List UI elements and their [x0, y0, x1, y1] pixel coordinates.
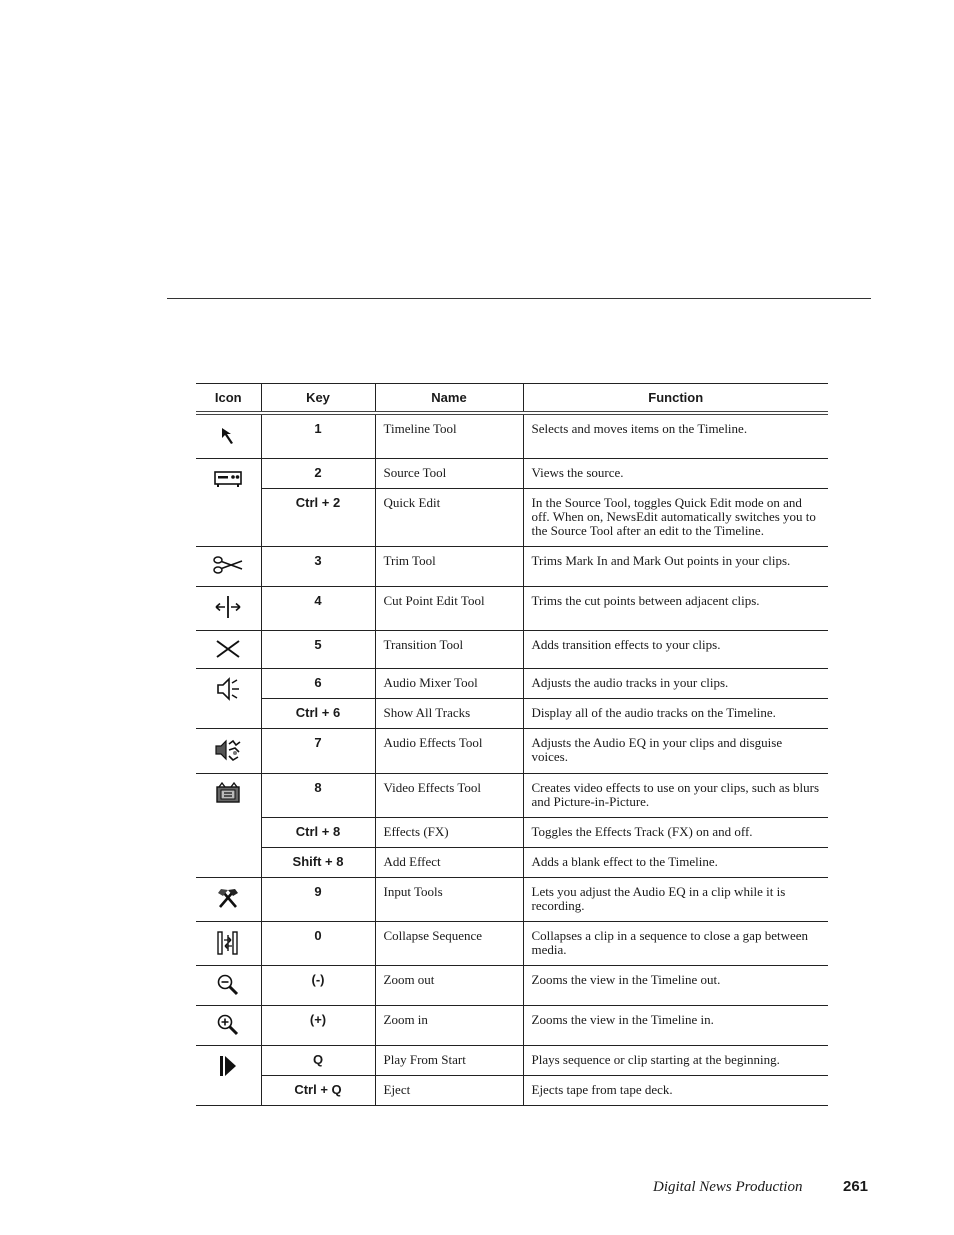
- name-cell: Cut Point Edit Tool: [375, 587, 523, 631]
- icon-cell: [196, 459, 261, 547]
- function-cell: Ejects tape from tape deck.: [523, 1076, 828, 1106]
- zoom-in-icon: [216, 1013, 240, 1037]
- icon-cell: [196, 547, 261, 587]
- icon-cell: [196, 587, 261, 631]
- audio-effects-icon: [214, 736, 242, 764]
- function-cell: Display all of the audio tracks on the Timeline.: [523, 699, 828, 729]
- key-cell: 6: [261, 669, 375, 699]
- table-row: [196, 587, 828, 631]
- function-cell: Lets you adjust the Audio EQ in a clip while it is recording.: [523, 878, 828, 922]
- icon-cell: [196, 922, 261, 966]
- table-row: [196, 547, 828, 587]
- icon-cell: [196, 774, 261, 878]
- key-cell: 9: [261, 878, 375, 922]
- key-cell: Ctrl + 6: [261, 699, 375, 729]
- footer-book-title: Digital News Production: [653, 1179, 803, 1195]
- function-cell: Zooms the view in the Timeline in.: [523, 1006, 828, 1046]
- function-cell: Adjusts the Audio EQ in your clips and disguise voices.: [523, 729, 828, 774]
- function-cell: Adjusts the audio tracks in your clips.: [523, 669, 828, 699]
- key-cell: Ctrl + Q: [261, 1076, 375, 1106]
- name-cell: Collapse Sequence: [375, 922, 523, 966]
- name-cell: Eject: [375, 1076, 523, 1106]
- speaker-icon: [215, 676, 241, 702]
- table-row: [196, 878, 828, 922]
- icon-cell: [196, 631, 261, 669]
- name-cell: Add Effect: [375, 848, 523, 878]
- table-row: [196, 631, 828, 669]
- name-cell: Timeline Tool: [375, 413, 523, 459]
- icon-cell: [196, 669, 261, 729]
- function-cell: Plays sequence or clip starting at the beginning.: [523, 1046, 828, 1076]
- key-cell: 3: [261, 547, 375, 587]
- key-cell: 0: [261, 922, 375, 966]
- column-header-key: Key: [261, 384, 375, 414]
- name-cell: Transition Tool: [375, 631, 523, 669]
- column-header-icon: Icon: [196, 384, 261, 414]
- key-cell: (+): [261, 1006, 375, 1046]
- icon-cell: [196, 878, 261, 922]
- table-row: [196, 729, 828, 774]
- header-rule: [167, 298, 871, 299]
- play-from-start-icon: [217, 1053, 239, 1079]
- key-cell: 7: [261, 729, 375, 774]
- name-cell: Audio Effects Tool: [375, 729, 523, 774]
- function-cell: Collapses a clip in a sequence to close a gap between media.: [523, 922, 828, 966]
- function-cell: Adds a blank effect to the Timeline.: [523, 848, 828, 878]
- keyboard-shortcuts-table: [196, 383, 828, 1106]
- table-row: [196, 459, 828, 489]
- table-row: [196, 966, 828, 1006]
- key-cell: Q: [261, 1046, 375, 1076]
- key-cell: Shift + 8: [261, 848, 375, 878]
- icon-cell: [196, 413, 261, 459]
- icon-cell: [196, 729, 261, 774]
- key-cell: 1: [261, 413, 375, 459]
- deck-icon: [213, 466, 243, 488]
- key-cell: 4: [261, 587, 375, 631]
- function-cell: Creates video effects to use on your clips, such as blurs and Picture-in-Picture.: [523, 774, 828, 818]
- name-cell: Input Tools: [375, 878, 523, 922]
- name-cell: Play From Start: [375, 1046, 523, 1076]
- table-row: [196, 699, 828, 729]
- name-cell: Zoom in: [375, 1006, 523, 1046]
- icon-cell: [196, 1006, 261, 1046]
- scissors-icon: [212, 554, 244, 576]
- name-cell: Zoom out: [375, 966, 523, 1006]
- table-header-row: [196, 384, 828, 414]
- table-row: [196, 669, 828, 699]
- function-cell: Views the source.: [523, 459, 828, 489]
- table-row: [196, 848, 828, 878]
- table-row: [196, 818, 828, 848]
- function-cell: Selects and moves items on the Timeline.: [523, 413, 828, 459]
- cut-point-icon: [214, 594, 242, 620]
- table-row: [196, 1006, 828, 1046]
- icon-cell: [196, 1046, 261, 1106]
- column-header-name: Name: [375, 384, 523, 414]
- hammer-tools-icon: [214, 885, 242, 911]
- function-cell: Trims Mark In and Mark Out points in your clips.: [523, 547, 828, 587]
- page-number: 261: [843, 1178, 869, 1195]
- function-cell: Zooms the view in the Timeline out.: [523, 966, 828, 1006]
- name-cell: Audio Mixer Tool: [375, 669, 523, 699]
- function-cell: Trims the cut points between adjacent clips.: [523, 587, 828, 631]
- transition-x-icon: [214, 638, 242, 660]
- table-row: [196, 774, 828, 818]
- key-cell: 8: [261, 774, 375, 818]
- video-effects-icon: [214, 781, 242, 807]
- name-cell: Effects (FX): [375, 818, 523, 848]
- name-cell: Trim Tool: [375, 547, 523, 587]
- table-row: [196, 413, 828, 459]
- key-cell: 2: [261, 459, 375, 489]
- pointer-arrow-icon: [216, 422, 240, 450]
- key-cell: Ctrl + 2: [261, 489, 375, 547]
- name-cell: Source Tool: [375, 459, 523, 489]
- collapse-sequence-icon: [215, 929, 241, 957]
- key-cell: Ctrl + 8: [261, 818, 375, 848]
- name-cell: Quick Edit: [375, 489, 523, 547]
- icon-cell: [196, 966, 261, 1006]
- table-row: [196, 1076, 828, 1106]
- table-row: [196, 489, 828, 547]
- key-cell: (-): [261, 966, 375, 1006]
- name-cell: Show All Tracks: [375, 699, 523, 729]
- column-header-function: Function: [523, 384, 828, 414]
- zoom-out-icon: [216, 973, 240, 997]
- table-row: [196, 1046, 828, 1076]
- key-cell: 5: [261, 631, 375, 669]
- table-row: [196, 922, 828, 966]
- function-cell: Adds transition effects to your clips.: [523, 631, 828, 669]
- function-cell: Toggles the Effects Track (FX) on and off.: [523, 818, 828, 848]
- name-cell: Video Effects Tool: [375, 774, 523, 818]
- function-cell: In the Source Tool, toggles Quick Edit mode on and off. When on, NewsEdit automatically switches you to the Source Tool after an edit to the Timeline.: [523, 489, 828, 547]
